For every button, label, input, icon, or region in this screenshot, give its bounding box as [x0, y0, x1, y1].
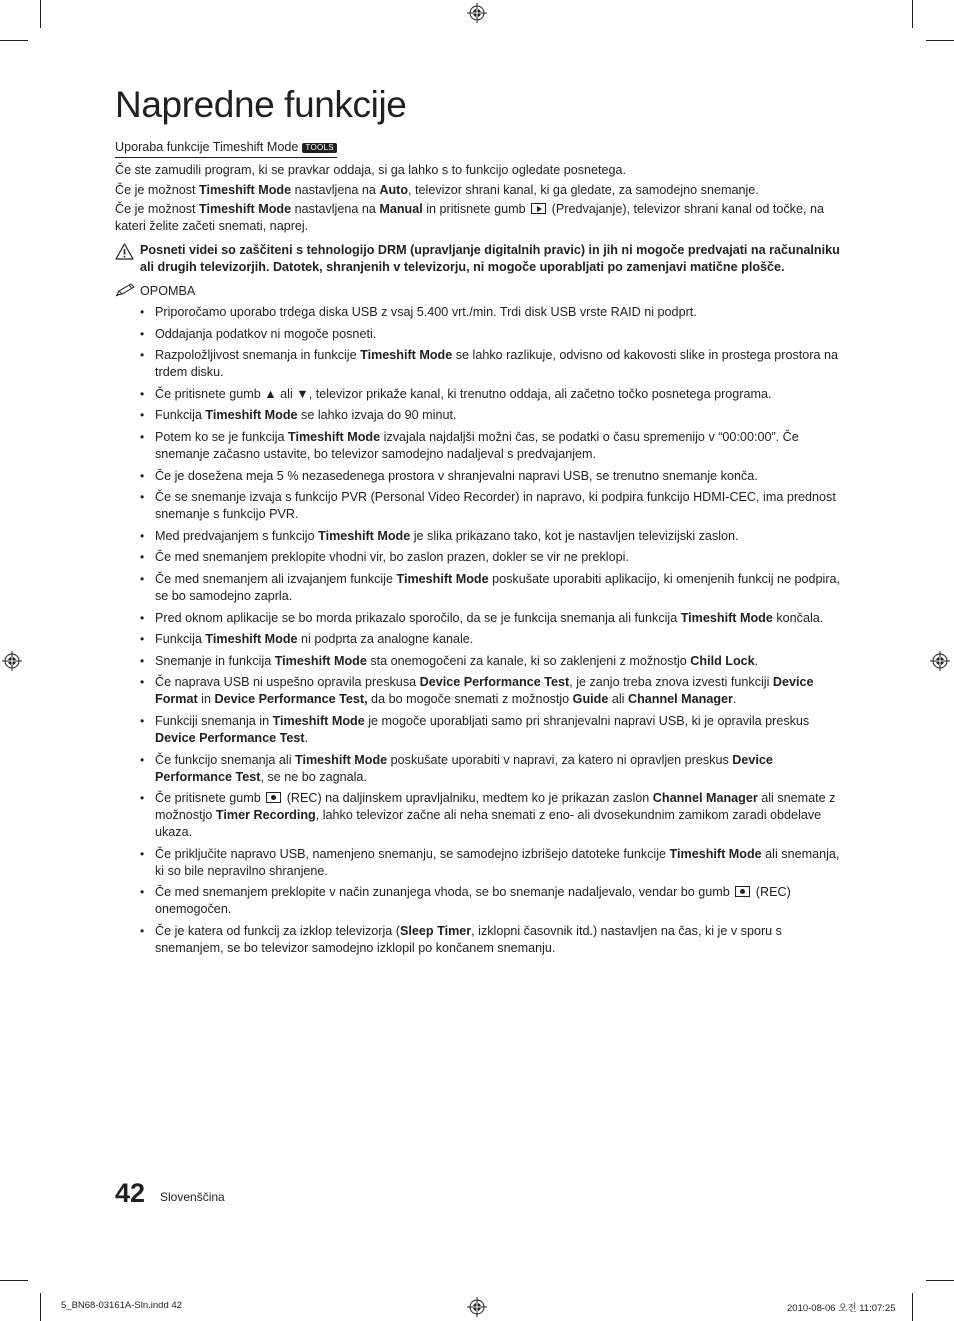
term: Timeshift Mode [199, 182, 292, 197]
text-run: se lahko razlikuje, odvisno od kakovosti slike in prostega prostora na trdem disku. [155, 348, 838, 380]
text-run: Funkcija [155, 632, 206, 647]
text-run: ali [608, 692, 628, 707]
list-item [115, 468, 843, 485]
term: Timeshift Mode [205, 408, 298, 423]
text-run: da bo mogoče snemati z možnostjo [367, 692, 573, 707]
term: Timeshift Mode [272, 713, 365, 728]
text-run: se lahko izvaja do 90 minut. [297, 408, 457, 423]
term: Timeshift Mode [274, 653, 367, 668]
text-run: Če priključite napravo USB, namenjeno snemanju, se samodejno izbrišejo datoteke funkcije [155, 846, 670, 861]
registration-mark-icon [2, 651, 22, 671]
list-item [115, 884, 843, 918]
page-number: 42 [115, 1178, 146, 1208]
list-item [115, 631, 843, 648]
text-run: . [754, 653, 759, 668]
term: Timeshift Mode [295, 752, 388, 767]
term: Channel Manager [652, 791, 758, 806]
text-run: Če pritisnete gumb ▲ ali ▼, televizor prikaže kanal, ki trenutno oddaja, ali začetno točko posnetega programa. [155, 386, 772, 401]
term: Auto [379, 182, 409, 197]
paragraph [115, 182, 843, 199]
list-item [115, 549, 843, 566]
crop-mark [912, 1293, 913, 1321]
text-run: izvajala najdaljši možni čas, se podatki o času spremenijo v “00:00:00”. Če snemanje začasno ustavite, bo televizor samodejno nadaljeval s predvajanjem. [155, 429, 799, 461]
list-item [115, 610, 843, 627]
term: Child Lock [690, 653, 755, 668]
list-item [115, 923, 843, 957]
term: Timeshift Mode [360, 348, 453, 363]
text-run: in pritisnete gumb [422, 202, 530, 216]
term: Device Performance Test, [214, 692, 368, 707]
text-run: Snemanje in funkcija [155, 653, 275, 668]
text-run: nastavljena na [291, 182, 380, 197]
term: Channel Manager [627, 692, 733, 707]
crop-mark [40, 0, 41, 28]
text-run: Oddajanja podatkov ni mogoče posneti. [155, 326, 377, 341]
text-run: Funkciji snemanja in [155, 713, 273, 728]
text-run: (REC) na daljinskem upravljalniku, medtem ko je prikazan zaslon [283, 791, 653, 806]
term: Timeshift Mode [396, 571, 489, 586]
text-run: nastavljena na [291, 202, 380, 216]
list-item [115, 304, 843, 321]
text-run: ni podprta za analogne kanale. [297, 632, 474, 647]
term: Timeshift Mode [680, 610, 773, 625]
page-language: Slovenščina [160, 1190, 225, 1204]
list-item [115, 386, 843, 403]
text-run: Če med snemanjem ali izvajanjem funkcije [155, 571, 397, 586]
text-run: , je zanjo treba znova izvesti funkciji [569, 675, 773, 690]
pencil-icon [115, 283, 137, 297]
warning-icon [115, 243, 134, 260]
text-run: ali snemate z možnostjo [155, 791, 836, 823]
text-run: poskušate uporabiti v napravi, za katero ni opravljen preskus [387, 752, 733, 767]
text-run: je slika prikazano tako, kot je nastavljen televizijski zaslon. [410, 528, 739, 543]
footer-datetime: 2010-08-06 오전 11:07:25 [787, 1303, 896, 1314]
crop-mark [926, 40, 954, 41]
list-item [115, 674, 843, 708]
paragraph [115, 201, 843, 235]
term: Device Format [155, 675, 814, 707]
list-item [115, 571, 843, 605]
rec-button-icon [266, 792, 281, 803]
list-item [115, 713, 843, 747]
warning-block [115, 242, 843, 276]
text-run: Če pritisnete gumb [155, 791, 265, 806]
intro-paragraphs [115, 162, 843, 235]
text-run: Če je katera od funkcij za izklop televizorja ( [155, 923, 400, 938]
footer-file-name: 5_BN68-03161A-Sln.indd 42 [61, 1300, 182, 1311]
text-run: končala. [772, 610, 824, 625]
section-title-text: Uporaba funkcije Timeshift Mode [115, 140, 299, 154]
list-item [115, 429, 843, 463]
note-label: OPOMBA [140, 284, 196, 298]
text-run: , lahko televizor začne ali neha snemati z eno- ali dvosekundnim zamikom zaradi obdelave ukaza. [155, 808, 822, 840]
term: Device Performance Test [155, 752, 773, 784]
text-run: ali snemanja, ki so bile nepravilno shranjene. [155, 846, 840, 878]
term: Manual [379, 202, 423, 216]
list-item [115, 326, 843, 343]
list-item [115, 407, 843, 424]
section-title [115, 139, 337, 158]
list-item [115, 752, 843, 786]
text-run: Če funkcijo snemanja ali [155, 752, 296, 767]
term: Device Performance Test [155, 730, 305, 745]
text-run: Razpoložljivost snemanja in funkcije [155, 348, 361, 363]
text-run: Če je dosežena meja 5 % nezasedenega prostora v shranjevalni napravi USB, se trenutno snemanje konča. [155, 468, 758, 483]
text-run: poskušate uporabiti aplikacijo, ki omenjenih funkcij ne podpira, se bo samodejno zaprla. [155, 571, 841, 603]
text-run: Če med snemanjem preklopite v način zunanjega vhoda, se bo snemanje nadaljevalo, vendar bo gumb [155, 885, 734, 900]
play-button-icon [531, 203, 546, 214]
term: Guide [572, 692, 609, 707]
crop-mark [0, 1280, 28, 1281]
text-run: Funkcija [155, 408, 206, 423]
text-run: Če je možnost [115, 202, 199, 216]
text-run: in [197, 692, 215, 707]
term: Timeshift Mode [205, 632, 298, 647]
page-title: Napredne funkcije [115, 84, 407, 125]
registration-mark-icon [930, 651, 950, 671]
text-run: . [732, 692, 737, 707]
text-run: Če med snemanjem preklopite vhodni vir, bo zaslon prazen, dokler se vir ne preklopi. [155, 550, 629, 565]
text-run: (REC) onemogočen. [155, 885, 791, 917]
text-run: sta onemogočeni za kanale, ki so zaklenjeni z možnostjo [366, 653, 691, 668]
term: Timer Recording [215, 808, 316, 823]
text-run: , izklopni časovnik itd.) nastavljen na čas, ki je v sporu s snemanjem, se bo televizor samodejno izklopil po končanem snemanju. [155, 923, 782, 955]
paragraph [115, 162, 843, 179]
text-run: Potem ko se je funkcija [155, 429, 288, 444]
text-run: (Predvajanje), televizor shrani kanal od točke, na kateri želite začeti snemati, naprej. [115, 202, 824, 233]
note-heading [115, 283, 843, 300]
text-run: Pred oknom aplikacije se bo morda prikazalo sporočilo, da se je funkcija snemanja ali funkcija [155, 610, 681, 625]
main-content [115, 139, 843, 961]
tools-badge: TOOLS [302, 143, 336, 153]
text-run: . [304, 730, 309, 745]
rec-button-icon [735, 886, 750, 897]
registration-mark-icon [467, 1297, 487, 1317]
crop-mark [40, 1293, 41, 1321]
term: Device Performance Test [419, 675, 570, 690]
registration-mark-icon [467, 3, 487, 23]
text-run: Priporočamo uporabo trdega diska USB z vsaj 5.400 vrt./min. Trdi disk USB vrste RAID ni podprt. [155, 305, 697, 319]
text-run: , se ne bo zagnala. [260, 769, 367, 784]
list-item [115, 528, 843, 545]
term: Timeshift Mode [669, 846, 762, 861]
term: Timeshift Mode [288, 429, 381, 444]
text-run: Če je možnost [115, 182, 199, 197]
term: Timeshift Mode [199, 202, 292, 216]
text-run: je mogoče uporabljati samo pri shranjevalni napravi USB, ki je opravila preskus [364, 713, 810, 728]
crop-mark [0, 40, 28, 41]
list-item [115, 846, 843, 880]
term: Timeshift Mode [318, 528, 411, 543]
warning-text: Posneti videi so zaščiteni s tehnologijo DRM (upravljanje digitalnih pravic) in jih ni mogoče predvajati na računalniku ali drugih televizorjih. Datotek, shranjenih v televizorju, ni mogoče uporabljati po zamenjavi matične plošče. [140, 243, 840, 274]
list-item [115, 489, 843, 523]
crop-mark [912, 0, 913, 28]
text-run: , televizor shrani kanal, ki ga gledate, za samodejno snemanje. [408, 182, 759, 197]
text-run: Med predvajanjem s funkcijo [155, 528, 319, 543]
crop-mark [926, 1280, 954, 1281]
note-list [115, 304, 843, 957]
list-item [115, 347, 843, 381]
list-item [115, 653, 843, 670]
term: Sleep Timer [400, 923, 472, 938]
text-run: Če naprava USB ni uspešno opravila preskusa [155, 675, 420, 690]
list-item [115, 790, 843, 841]
text-run: Če se snemanje izvaja s funkcijo PVR (Personal Video Recorder) in napravo, ki podpira funkcijo HDMI-CEC, ima prednost snemanje s funkcijo PVR. [155, 490, 836, 522]
text-run: Če ste zamudili program, ki se pravkar oddaja, si ga lahko s to funkcijo ogledate posnetega. [115, 163, 627, 177]
